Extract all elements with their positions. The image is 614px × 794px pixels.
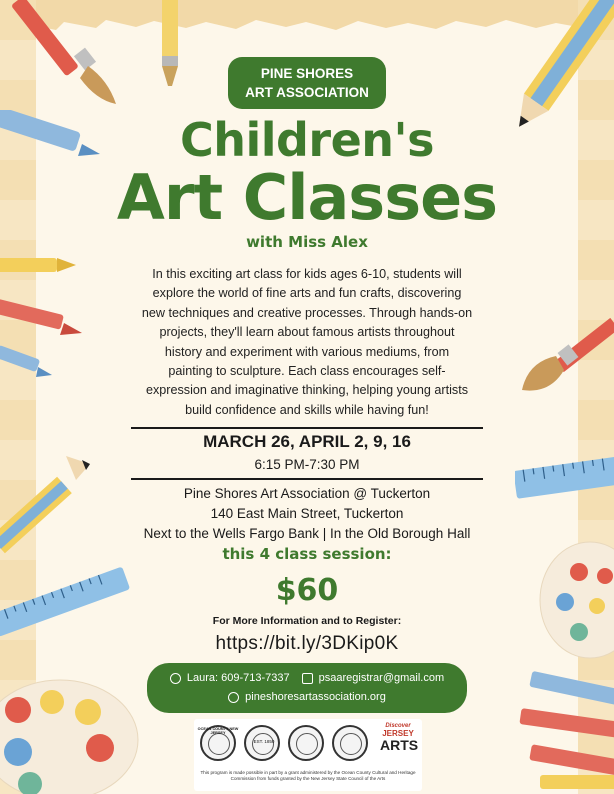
seal-est-text: EST. 1850 [253, 739, 275, 744]
contact-email[interactable]: psaaregistrar@gmail.com [318, 672, 445, 684]
paintbrush-icon [0, 0, 130, 120]
register-link[interactable]: https://bit.ly/3DKip0K [215, 633, 399, 654]
location-line1: Pine Shores Art Association @ Tuckerton [183, 486, 431, 501]
blue-crayon-small-icon [0, 345, 55, 380]
location-line3: Next to the Wells Fargo Bank | In the Old Borough Hall [143, 526, 471, 541]
title-line2: Art Classes [116, 161, 498, 234]
phone-icon [170, 673, 181, 684]
price: $60 [275, 573, 339, 608]
organization-badge [228, 57, 386, 109]
location-line2: 140 East Main Street, Tuckerton [210, 506, 404, 521]
description-line: new techniques and creative processes. Through hands-on [141, 305, 473, 320]
red-crayon-icon [0, 295, 85, 340]
description-line: projects, they'll learn about famous artists throughout [159, 325, 455, 340]
crayons-right-icon [510, 665, 614, 794]
grant-fine-print: This program is made possible in part by a grant administered by the Ocean County Cultural and Heritage Commission from funds granted by the New Jersey State Council of the Arts [200, 770, 416, 781]
divider-bottom [131, 478, 483, 480]
contact-panel [147, 663, 467, 713]
class-time: 6:15 PM-7:30 PM [254, 457, 360, 472]
logo-arts: ARTS [380, 737, 419, 753]
register-label: For More Information and to Register: [212, 615, 402, 627]
yellow-paintbrush-icon [150, 0, 190, 90]
class-dates: MARCH 26, APRIL 2, 9, 16 [203, 432, 411, 451]
seal-text: OCEAN COUNTY NEW JERSEY [197, 727, 239, 735]
paint-palette-icon [0, 640, 140, 794]
fan-brush-icon [520, 310, 614, 400]
globe-icon [228, 692, 239, 703]
contact-row-2 [147, 691, 467, 703]
title-line1: Children's [179, 113, 435, 167]
description-line: build confidence and skills while having fun! [185, 402, 429, 417]
logo-discover: Discover [385, 723, 411, 729]
description-line: explore the world of fine arts and fun crafts, discovering [152, 286, 462, 301]
description-line: In this exciting art class for kids ages 6-10, students will [152, 267, 462, 281]
yellow-crayon-icon [0, 250, 80, 280]
heritage-seal [288, 725, 324, 761]
county-seal [332, 725, 368, 761]
location-block [0, 484, 614, 544]
session-label: this 4 class session: [222, 545, 392, 563]
description-line: painting to sculpture. Each class encourages self- [168, 364, 446, 379]
jersey-arts-logo [380, 723, 419, 765]
organization-line1: PINE SHORES [260, 66, 354, 81]
contact-row-1 [147, 672, 467, 684]
organization-line2: ART ASSOCIATION [245, 85, 369, 100]
subtitle: with Miss Alex [246, 233, 368, 251]
description-line: expression and imaginative thinking, helping young artists [145, 383, 469, 398]
sponsor-strip [194, 719, 422, 791]
description-line: history and experiment with various mediums, from [164, 344, 450, 359]
contact-website[interactable]: pineshoresartassociation.org [245, 691, 386, 703]
divider-top [131, 427, 483, 429]
logo-jersey: JERSEY [382, 729, 414, 738]
description [120, 265, 494, 420]
email-icon [302, 673, 313, 684]
contact-phone[interactable]: Laura: 609-713-7337 [186, 672, 290, 684]
